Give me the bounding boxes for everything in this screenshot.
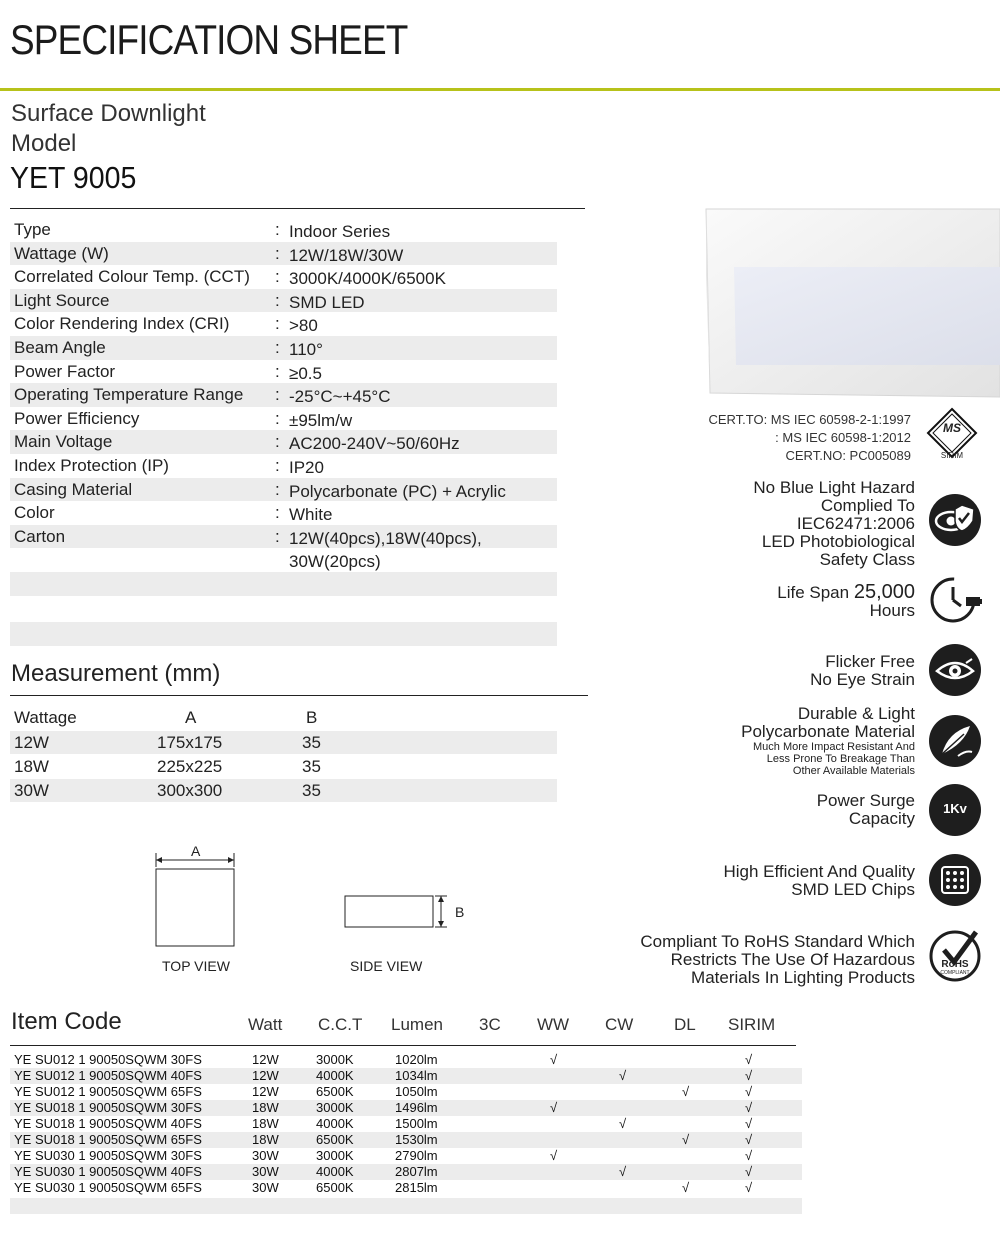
feature-subtext: Less Prone To Breakage Than — [766, 753, 915, 765]
page-title: SPECIFICATION SHEET — [10, 16, 408, 63]
feature-flicker — [810, 653, 915, 689]
feature-text: Power Surge — [816, 791, 915, 810]
item-cell-watt: 18W — [252, 1132, 279, 1147]
spec-row — [10, 525, 557, 549]
feature-text: Capacity — [848, 809, 915, 828]
feature-blue-light — [753, 479, 915, 569]
spec-colon: : — [275, 243, 280, 263]
feature-life-span — [777, 583, 915, 620]
spec-colon: : — [275, 503, 280, 523]
item-cell-lumen: 2807lm — [395, 1164, 438, 1179]
feature-text: No Eye Strain — [810, 670, 915, 689]
item-cell-code: YE SU018 1 90050SQWM 30FS — [14, 1100, 202, 1115]
spec-row — [10, 336, 557, 360]
sirim-logo-text: MS — [943, 421, 961, 435]
item-cell-cct: 4000K — [316, 1164, 354, 1179]
item-cell-cct: 6500K — [316, 1132, 354, 1147]
item-cell-watt: 12W — [252, 1068, 279, 1083]
spec-row — [10, 360, 557, 384]
spec-row — [10, 501, 557, 525]
spec-value: -25°C~+45°C — [289, 387, 391, 407]
spec-value: 3000K/4000K/6500K — [289, 269, 446, 289]
life-span-number: 25,000 — [853, 581, 915, 603]
spec-colon: : — [275, 337, 280, 357]
sirim-logo-sub: SIRIM — [940, 451, 964, 460]
item-cell-lumen: 2790lm — [395, 1148, 438, 1163]
spec-colon: : — [275, 526, 280, 546]
spec-key: Beam Angle — [14, 337, 106, 357]
item-cell-dl: √ — [682, 1084, 690, 1099]
spec-value: IP20 — [289, 457, 324, 477]
spec-colon: : — [275, 385, 280, 405]
cert-line: CERT.NO: PC005089 — [785, 448, 911, 463]
spec-colon: : — [275, 220, 280, 239]
item-cell-dl: √ — [682, 1180, 690, 1195]
item-cell-code: YE SU018 1 90050SQWM 40FS — [14, 1116, 202, 1131]
spec-value: SMD LED — [289, 292, 365, 312]
dim-b: 35 — [302, 733, 321, 752]
item-cell-cw: √ — [619, 1068, 627, 1083]
item-cell-sirim: √ — [745, 1116, 753, 1131]
spec-row — [10, 383, 557, 407]
item-cell-lumen: 1500lm — [395, 1116, 438, 1131]
spec-colon: : — [275, 408, 280, 428]
spec-row — [10, 454, 557, 478]
measurement-row — [10, 731, 557, 754]
dim-a: 175x175 — [157, 733, 223, 752]
item-cell-code: YE SU030 1 90050SQWM 40FS — [14, 1164, 202, 1179]
spec-key: Color — [14, 503, 55, 523]
eye-shield-icon — [928, 493, 982, 547]
spec-key: Operating Temperature Range — [14, 385, 244, 405]
spec-value: Indoor Series — [289, 222, 391, 241]
item-code-row — [10, 1068, 802, 1084]
spec-colon: : — [275, 432, 280, 452]
item-cell-watt: 18W — [252, 1100, 279, 1115]
side-view-diagram — [343, 893, 455, 933]
spec-value: ≥0.5 — [289, 363, 322, 383]
spec-row — [10, 242, 557, 266]
spec-colon: : — [275, 361, 280, 381]
item-cell-cct: 6500K — [316, 1180, 354, 1195]
spec-key: Index Protection (IP) — [14, 455, 169, 475]
product-name: Surface Downlight — [11, 100, 206, 127]
item-code-row — [10, 1164, 802, 1180]
product-image — [700, 205, 1000, 400]
item-code-row — [10, 1100, 802, 1116]
item-code-title: Item Code — [11, 1008, 122, 1035]
spec-row — [10, 430, 557, 454]
col-watt: Watt — [248, 1015, 283, 1034]
item-cell-sirim: √ — [745, 1052, 753, 1067]
item-cell-watt: 30W — [252, 1148, 279, 1163]
item-cell-ww: √ — [550, 1148, 558, 1163]
feature-rohs — [640, 933, 915, 987]
item-cell-cct: 6500K — [316, 1084, 354, 1099]
item-cell-code: YE SU012 1 90050SQWM 65FS — [14, 1084, 202, 1099]
item-cell-code: YE SU012 1 90050SQWM 40FS — [14, 1068, 202, 1083]
cert-line: CERT.TO: MS IEC 60598-2-1:1997 — [708, 412, 911, 427]
item-cell-cw: √ — [619, 1164, 627, 1179]
side-view-label: SIDE VIEW — [350, 958, 423, 974]
spec-value: AC200-240V~50/60Hz — [289, 434, 460, 454]
col-a: A — [185, 708, 197, 727]
feature-text: Flicker Free — [825, 652, 915, 671]
col-sirim: SIRIM — [728, 1015, 776, 1034]
eye-icon — [928, 643, 982, 697]
item-cell-sirim: √ — [745, 1164, 753, 1179]
spec-row — [10, 289, 557, 313]
item-cell-ww: √ — [550, 1052, 558, 1067]
item-cell-sirim: √ — [745, 1068, 753, 1083]
spec-key: Correlated Colour Temp. (CCT) — [14, 267, 250, 287]
item-code-row — [10, 1180, 802, 1196]
item-cell-lumen: 1496lm — [395, 1100, 438, 1115]
item-cell-watt: 30W — [252, 1164, 279, 1179]
item-cell-code: YE SU012 1 90050SQWM 30FS — [14, 1052, 202, 1067]
item-cell-cw: √ — [619, 1116, 627, 1131]
item-code-rule — [10, 1045, 796, 1046]
col-3c: 3C — [479, 1015, 501, 1034]
item-cell-cct: 3000K — [316, 1052, 354, 1067]
feature-text: Complied To — [820, 496, 915, 515]
item-cell-watt: 12W — [252, 1084, 279, 1099]
dim-a: 300x300 — [157, 781, 223, 800]
spec-row — [10, 478, 557, 502]
led-chip-icon — [928, 853, 982, 907]
item-cell-cct: 4000K — [316, 1116, 354, 1131]
feature-durable — [741, 705, 915, 777]
spec-row — [10, 548, 557, 572]
spec-value: ±95lm/w — [289, 410, 353, 430]
item-cell-lumen: 1034lm — [395, 1068, 438, 1083]
spec-value: >80 — [289, 316, 318, 336]
spec-row — [10, 407, 557, 431]
spec-row — [10, 265, 557, 289]
feature-text: SMD LED Chips — [791, 880, 915, 899]
item-cell-code: YE SU030 1 90050SQWM 65FS — [14, 1180, 202, 1195]
spec-row — [10, 312, 557, 336]
spec-key: Type — [14, 220, 51, 239]
spec-colon: : — [275, 314, 280, 334]
item-cell-ww: √ — [550, 1100, 558, 1115]
feature-text: Durable & Light — [797, 704, 915, 723]
rohs-icon-text: RoHS — [941, 959, 969, 970]
dim-a: 225x225 — [157, 757, 223, 776]
spec-value: 110° — [289, 339, 323, 359]
spec-rule — [10, 208, 585, 209]
feather-icon — [928, 714, 982, 768]
clock-battery-icon — [928, 573, 982, 627]
feature-subtext: Other Available Materials — [792, 765, 915, 777]
feature-text: High Efficient And Quality — [723, 862, 915, 881]
power-surge-icon-text: 1Kv — [943, 801, 967, 816]
feature-text: Restricts The Use Of Hazardous — [670, 950, 915, 969]
feature-surge — [817, 792, 915, 828]
spec-key: Main Voltage — [14, 432, 113, 452]
spec-key: Casing Material — [14, 479, 133, 499]
item-cell-lumen: 2815lm — [395, 1180, 438, 1195]
feature-text: IEC62471:2006 — [796, 514, 915, 533]
item-code-row — [10, 1132, 802, 1148]
spec-value-cont: 30W(20pcs) — [289, 552, 381, 572]
item-cell-code: YE SU030 1 90050SQWM 30FS — [14, 1148, 202, 1163]
feature-text: No Blue Light Hazard — [753, 478, 915, 497]
blank-row — [10, 1198, 802, 1214]
item-cell-sirim: √ — [745, 1132, 753, 1147]
feature-text: Hours — [869, 601, 915, 620]
spec-key: Wattage (W) — [14, 243, 109, 263]
blank-row — [10, 622, 557, 646]
item-cell-sirim: √ — [745, 1180, 753, 1195]
side-view-dim-label: B — [455, 904, 465, 920]
spec-key: Carton — [14, 526, 66, 546]
spec-value: 12W/18W/30W — [289, 245, 404, 265]
col-lumen: Lumen — [391, 1015, 443, 1034]
feature-text: Life Span — [777, 583, 850, 602]
item-cell-code: YE SU018 1 90050SQWM 65FS — [14, 1132, 202, 1147]
top-view-label: TOP VIEW — [162, 958, 230, 974]
spec-key: Power Factor — [14, 361, 116, 381]
item-cell-sirim: √ — [745, 1084, 753, 1099]
cert-block — [708, 411, 911, 465]
col-wattage: Wattage — [14, 708, 77, 727]
col-b: B — [306, 708, 318, 727]
col-cct: C.C.T — [318, 1015, 363, 1034]
spec-colon: : — [275, 455, 280, 475]
spec-colon: : — [275, 267, 280, 287]
item-cell-watt: 30W — [252, 1180, 279, 1195]
measurement-row — [10, 779, 557, 802]
model-label: Model — [11, 130, 77, 157]
feature-text: Materials In Lighting Products — [691, 968, 915, 987]
feature-text: Compliant To RoHS Standard Which — [640, 932, 915, 951]
dim-b: 35 — [302, 757, 321, 776]
spec-row — [10, 218, 557, 242]
item-code-row — [10, 1116, 802, 1132]
item-cell-sirim: √ — [745, 1148, 753, 1163]
measurement-row — [10, 755, 557, 778]
spec-key: Color Rendering Index (CRI) — [14, 314, 230, 334]
spec-value: 12W(40pcs),18W(40pcs), — [289, 528, 482, 548]
feature-smd — [723, 863, 915, 899]
spec-table — [10, 218, 557, 572]
model-code: YET 9005 — [10, 160, 137, 195]
spec-colon: : — [275, 290, 280, 310]
feature-text: Polycarbonate Material — [741, 722, 915, 741]
item-cell-cct: 3000K — [316, 1148, 354, 1163]
measurement-title: Measurement (mm) — [11, 660, 221, 687]
spec-key: Power Efficiency — [14, 408, 140, 428]
rohs-icon-sub: COMPLIANT — [940, 970, 970, 976]
col-cw: CW — [605, 1015, 634, 1034]
feature-subtext: Much More Impact Resistant And — [752, 741, 915, 753]
item-cell-watt: 18W — [252, 1116, 279, 1131]
item-cell-watt: 12W — [252, 1052, 279, 1067]
item-cell-cct: 4000K — [316, 1068, 354, 1083]
item-cell-lumen: 1020lm — [395, 1052, 438, 1067]
item-cell-dl: √ — [682, 1132, 690, 1147]
feature-text: Safety Class — [819, 550, 915, 569]
wattage: 30W — [14, 781, 49, 800]
measurement-header — [10, 706, 557, 729]
cert-line: : MS IEC 60598-1:2012 — [775, 430, 911, 445]
measurement-rule — [10, 695, 588, 696]
item-code-row — [10, 1148, 802, 1164]
item-cell-cct: 3000K — [316, 1100, 354, 1115]
spec-key: Light Source — [14, 290, 110, 310]
col-ww: WW — [537, 1015, 570, 1034]
dim-b: 35 — [302, 781, 321, 800]
wattage: 18W — [14, 757, 49, 776]
wattage: 12W — [14, 733, 49, 752]
item-cell-lumen: 1530lm — [395, 1132, 438, 1147]
spec-value: Polycarbonate (PC) + Acrylic — [289, 481, 506, 501]
spec-colon: : — [275, 479, 280, 499]
item-cell-lumen: 1050lm — [395, 1084, 438, 1099]
header-rule — [0, 88, 1000, 91]
item-cell-sirim: √ — [745, 1100, 753, 1115]
spec-value: White — [289, 505, 333, 525]
top-view-dim-label: A — [191, 843, 201, 859]
blank-row — [10, 572, 557, 596]
top-view-diagram — [150, 845, 240, 950]
item-code-row — [10, 1084, 802, 1100]
feature-text: LED Photobiological — [761, 532, 915, 551]
col-dl: DL — [674, 1015, 696, 1034]
item-code-row — [10, 1052, 802, 1068]
